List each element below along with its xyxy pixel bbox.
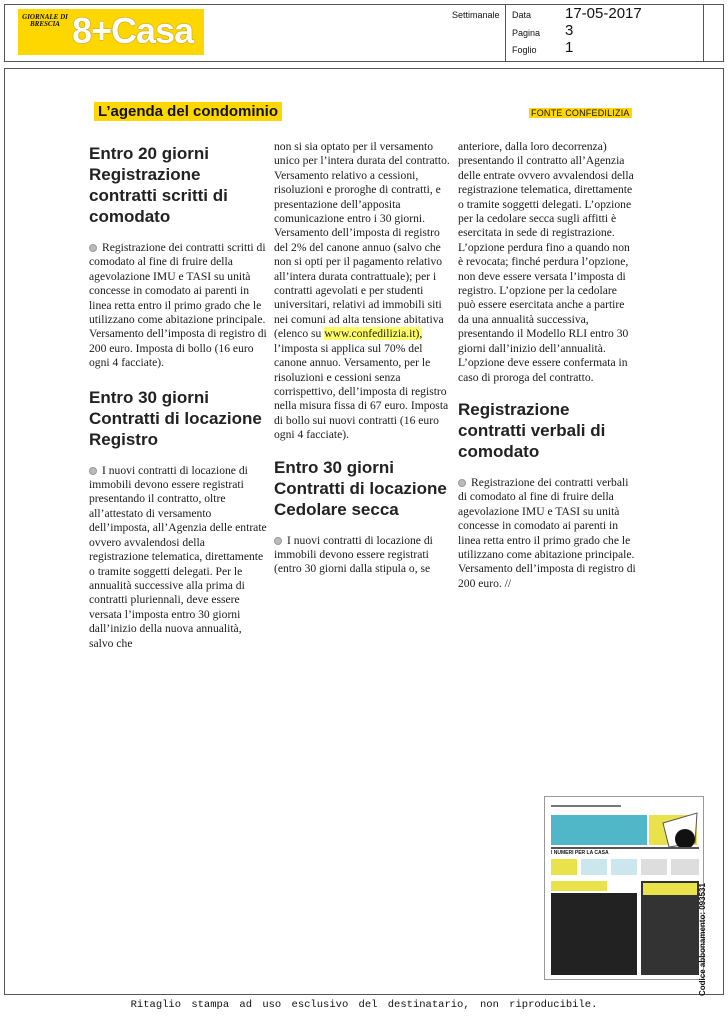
heading-cedolare-secca: Entro 30 giorni Contratti di locazione Cedolare secca bbox=[274, 457, 447, 519]
page-label: Pagina bbox=[512, 28, 541, 38]
header-divider bbox=[703, 5, 704, 61]
subscription-code: Codice abbonamento: 093531 bbox=[698, 883, 707, 996]
paragraph-text: Registrazione dei contratti verbali di comodato al fine di fruire della agevolazione IMU e TASI su unità concesse in comodato ai parenti in linea retta entro il primo grado che le utilizzano come abitazione principale. Versamento dell’imposta di registro di 200 euro. // bbox=[458, 475, 636, 590]
paragraph bbox=[89, 241, 267, 371]
date-label: Data bbox=[512, 10, 532, 20]
sheet-value: 1 bbox=[565, 39, 574, 56]
heading-registrazione-verbali: Registrazione contratti verbali di comodato bbox=[458, 399, 606, 461]
paragraph bbox=[458, 476, 636, 591]
paragraph: anteriore, dalla loro decorrenza) presentando il contratto all’Agenzia delle entrate ovvero avvalendosi della registrazione telematica, direttamente o tramite soggetti delegati. L’opzione per la cedolare secca sugli affitti è esercitata in sede di registrazione. L’opzione perdura fino a quando non è revocata; finché perdura l’opzione, non deve essere versata l’imposta di registro. L’opzione per la cedolare può essere esercitata anche a partire da una annualità successiva, presentando il Modello RLI entro 30 giorni dall’inizio dell’annualità. L’opzione deve essere confermata in caso di proroga del contratto. bbox=[458, 140, 634, 384]
date-value: 17-05-2017 bbox=[565, 5, 642, 22]
paragraph bbox=[274, 534, 452, 577]
column-2 bbox=[274, 140, 452, 577]
sheet-label: Foglio bbox=[512, 45, 537, 55]
source-label: FONTE CONFEDILIZIA bbox=[531, 108, 630, 118]
heading-registrazione-scritti: Entro 20 giorni Registrazione contratti scritti di comodato bbox=[89, 144, 228, 226]
header-divider bbox=[505, 5, 506, 61]
section-title: L’agenda del condominio bbox=[94, 102, 282, 121]
confedilizia-link[interactable]: www.confedilizia.it), bbox=[324, 327, 423, 341]
bullet-icon bbox=[89, 244, 97, 252]
footer-notice: Ritaglio stampa ad uso esclusivo del destinatario, non riproducibile. bbox=[130, 999, 598, 1011]
logo-newspaper-name: GIORNALE DI BRESCIA bbox=[22, 13, 68, 28]
column-1 bbox=[89, 143, 267, 651]
thumbnail-preview bbox=[545, 797, 703, 979]
page-value: 3 bbox=[565, 22, 574, 39]
thumbnail-heading: I NUMERI PER LA CASA bbox=[551, 850, 609, 856]
bullet-icon bbox=[274, 537, 282, 545]
paragraph-text: l’imposta si applica sul 70% del canone annuo. Versamento, per le risoluzioni e cessioni senza corrispettivo, dell’imposta di registro nella misura fissa di 67 euro. Imposta di bollo sui nuovi contratti (16 euro ogni 4 facciate). bbox=[274, 341, 449, 442]
paragraph bbox=[274, 140, 452, 443]
paragraph-text: Registrazione dei contratti scritti di comodato al fine di fruire della agevolazione IMU e TASI su unità concesse in comodato ai parenti in linea retta entro il primo grado che le utilizzano come abitazione principale. Versamento dell’imposta di registro di 200 euro. Imposta di bollo (16 euro ogni 4 facciate). bbox=[89, 241, 267, 370]
paragraph-text: I nuovi contratti di locazione di immobili devono essere registrati presentando il contratto, oltre all’attestato di versamento dell’imposta, all’Agenzia delle entrate ovvero avvalendosi della registrazione telematica, direttamente o tramite soggetti delegati. Per le annualità successive alla prima di contratti pluriennali, deve essere versata l’imposta entro 30 giorni dall’inizio della nuova annualità, salvo che bbox=[89, 463, 267, 650]
logo-title: 8+Casa bbox=[72, 10, 194, 51]
publication-logo bbox=[18, 9, 204, 55]
bullet-icon bbox=[89, 467, 97, 475]
paragraph-text: non si sia optato per il versamento unico per l’intera durata del contratto. Versamento relativo a cessioni, risoluzioni e proroghe di contratti, e presentazione dell’apposita comunicazione entro i 30 giorni. Versamento dell’imposta di registro del 2% del canone annuo (salvo che non si opti per il pagamento relativo all’intera durata contrattuale); per i contratti agevolati e per studenti universitari, relativi ad immobili siti nei comuni ad alta tensione abitativa (elenco su bbox=[274, 140, 450, 341]
page-thumbnail bbox=[544, 796, 704, 980]
paragraph bbox=[89, 464, 267, 651]
paragraph-text: I nuovi contratti di locazione di immobili devono essere registrati (entro 30 giorni dalla stipula o, se bbox=[274, 533, 433, 576]
bullet-icon bbox=[458, 479, 466, 487]
heading-locazione-registro: Entro 30 giorni Contratti di locazione Registro bbox=[89, 387, 262, 449]
frequency-label: Settimanale bbox=[452, 10, 500, 20]
column-3 bbox=[458, 140, 636, 591]
